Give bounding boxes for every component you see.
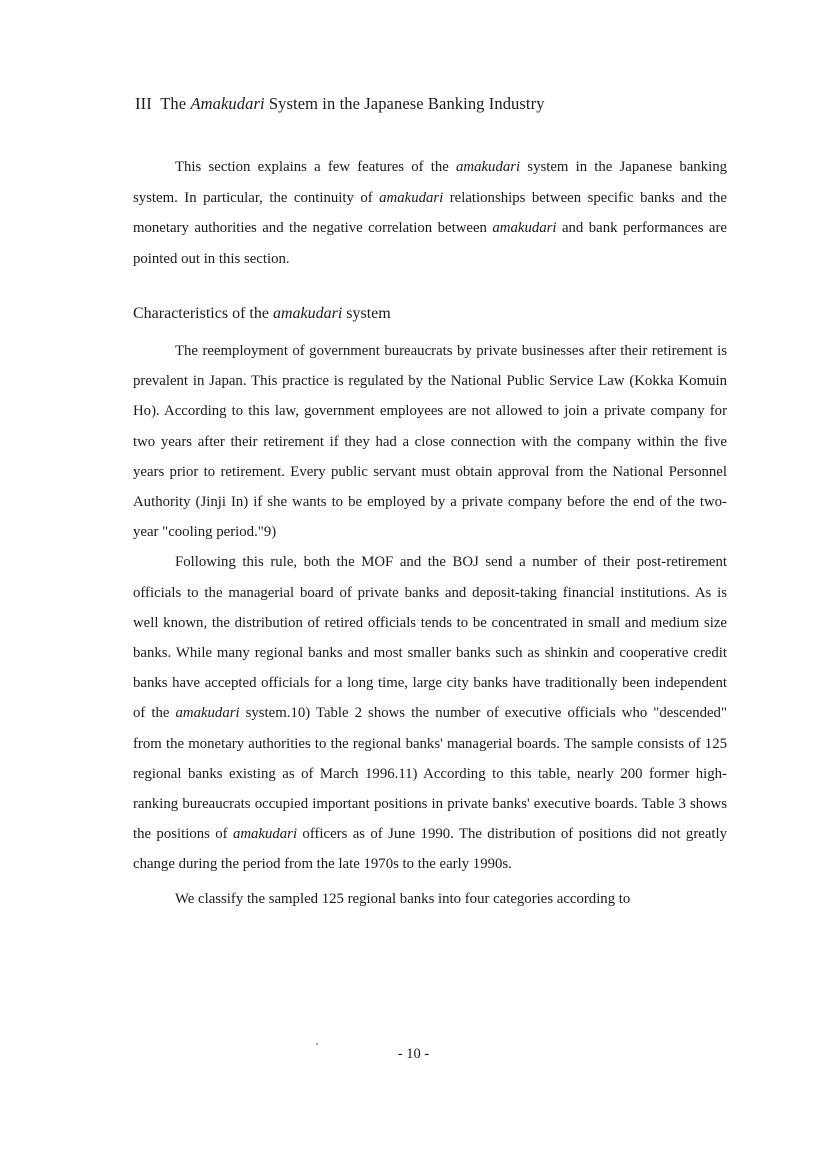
body-text <box>133 336 727 914</box>
paragraph-2-italic-2: amakudari <box>232 826 298 843</box>
subheading-pre: Characteristics of the <box>133 305 273 322</box>
paragraph-3: We classify the sampled 125 regional banks into four categories according to <box>175 890 631 907</box>
scan-artifact-dot <box>316 1043 318 1045</box>
intro-text-3: relationships between specific banks and the monetary authorities and the negative correlation between <box>133 189 727 236</box>
paragraph-1: The reemployment of government bureaucrats by private businesses after their retirement is prevalent in Japan. This practice is regulated by the National Public Service Law (Kokka Komuin Ho). According to this law, government employees are not allowed to join a private company for two years after their retirement if they had a close connection with the company within the five years prior to retirement. Every public servant must obtain approval from the National Personnel Authority (Jinji In) if she wants to be employed by a private company before the end of the two-year "cooling period."9) <box>133 343 727 541</box>
intro-italic-2: amakudari <box>379 189 444 206</box>
section-title-italic: Amakudari <box>190 94 265 113</box>
intro-italic-3: amakudari <box>492 220 557 236</box>
paragraph-2 <box>133 547 727 879</box>
section-title-pre: The <box>160 94 191 113</box>
intro-italic-1: amakudari <box>456 159 521 175</box>
section-numeral: III <box>135 94 152 113</box>
intro-text-1: This section explains a few features of the <box>175 159 456 175</box>
intro-text-2: system in the Japanese banking system. In particular, the continuity of <box>133 159 727 206</box>
section-title-post: System in the Japanese Banking Industry <box>264 94 545 113</box>
page-number: - 10 - <box>397 1046 430 1062</box>
intro-paragraph <box>133 152 727 274</box>
subheading-italic: amakudari <box>272 305 343 322</box>
paragraph-2-text-2: system.10) Table 2 shows the number of executive officials who "descended" from the monetary authorities to the regional banks' managerial boards. The sample consists of 125 regional banks existing as of March 1996.11) According to this table, nearly 200 former high-ranking bureaucrats occupied important positions in private banks' executive boards. Table 3 shows the positions of <box>133 705 727 843</box>
paragraph-2-italic-1: amakudari <box>175 705 240 722</box>
subheading-post: system <box>342 305 391 322</box>
intro-text-4: and bank performances are pointed out in this section. <box>133 220 727 267</box>
paragraph-2-text-1: Following this rule, both the MOF and the BOJ send a number of their post-retirement officials to the managerial board of private banks and deposit-taking financial institutions. As is well known, the distribution of retired officials tends to be concentrated in small and medium size banks. While many regional banks and most smaller banks such as shinkin and cooperative credit banks have accepted officials for a long time, large city banks have traditionally been independent of the <box>133 554 727 722</box>
subsection-heading <box>133 305 391 323</box>
section-heading <box>135 94 545 114</box>
paragraph-2-text-3: officers as of June 1990. The distribution of positions did not greatly change during the period from the late 1970s to the early 1990s. <box>133 826 728 873</box>
